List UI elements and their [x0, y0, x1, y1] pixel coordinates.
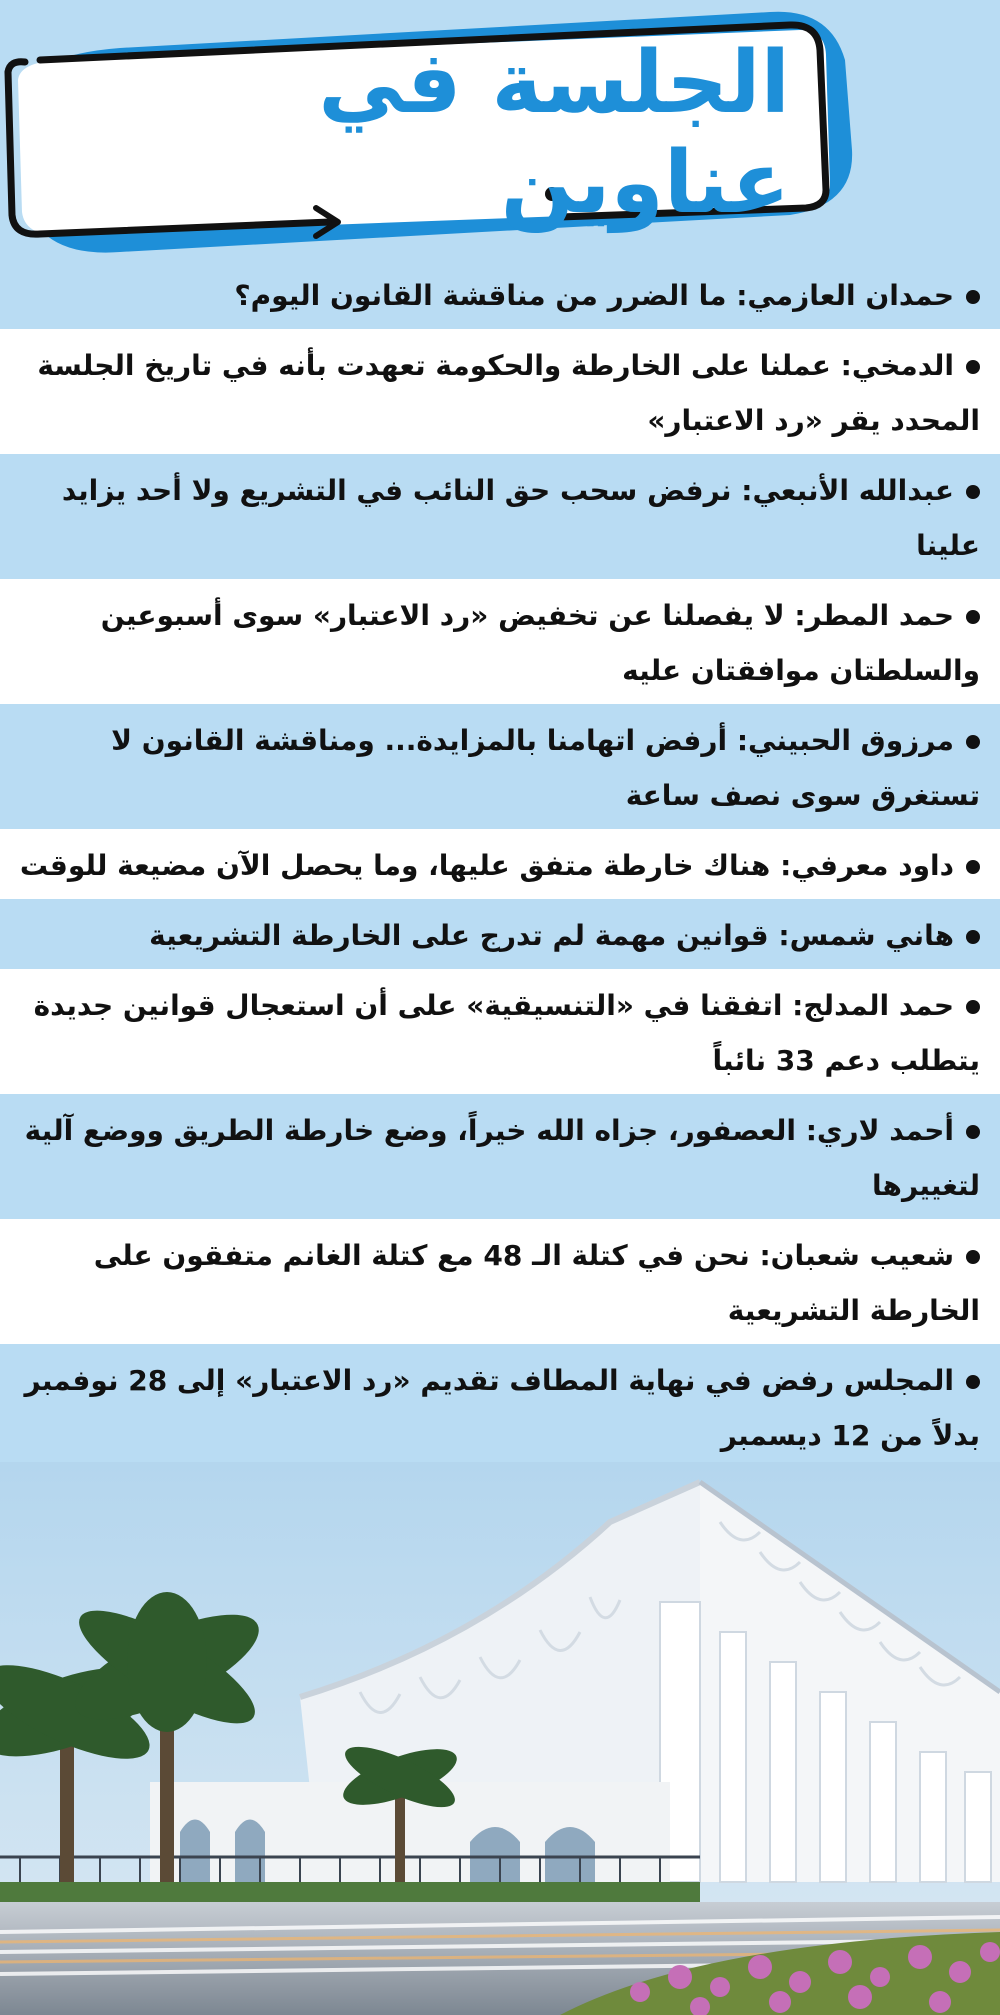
headline-item: [0, 707, 1000, 832]
headline-item: [0, 332, 1000, 457]
headline-item: [0, 1222, 1000, 1347]
bullet-icon: [966, 1125, 980, 1139]
headline-item: [0, 582, 1000, 707]
headline-text: المجلس رفض في نهاية المطاف تقديم «رد الاعتبار» إلى 28 نوفمبر بدلاً من 12 ديسمبر: [24, 1364, 980, 1452]
headline-text: هاني شمس: قوانين مهمة لم تدرج على الخارطة التشريعية: [149, 919, 954, 952]
bullet-icon: [966, 610, 980, 624]
bullet-icon: [966, 1000, 980, 1014]
title-banner: [0, 0, 1000, 265]
headline-text: حمد المدلج: اتفقنا في «التنسيقية» على أن استعجال قوانين جديدة يتطلب دعم 33 نائباً: [33, 989, 980, 1077]
bullet-icon: [966, 930, 980, 944]
headline-item: [0, 1347, 1000, 1472]
bullet-icon: [966, 485, 980, 499]
headline-text: داود معرفي: هناك خارطة متفق عليها، وما يحصل الآن مضيعة للوقت: [19, 849, 954, 882]
headline-item: [0, 262, 1000, 332]
headline-text: الدمخي: عملنا على الخارطة والحكومة تعهدت بأنه في تاريخ الجلسة المحدد يقر «رد الاعتبار»: [37, 349, 980, 437]
headline-text: شعيب شعبان: نحن في كتلة الـ 48 مع كتلة الغانم متفقون على الخارطة التشريعية: [93, 1239, 980, 1327]
bullet-icon: [966, 1375, 980, 1389]
headline-item: [0, 832, 1000, 902]
headline-item: [0, 457, 1000, 582]
bullet-icon: [966, 1250, 980, 1264]
bullet-icon: [966, 290, 980, 304]
bullet-icon: [966, 360, 980, 374]
headline-text: مرزوق الحبيني: أرفض اتهامنا بالمزايدة... ومناقشة القانون لا تستغرق سوى نصف ساعة: [111, 724, 980, 812]
headline-item: [0, 1097, 1000, 1222]
parliament-building-image: [0, 1462, 1000, 2015]
headline-item: [0, 972, 1000, 1097]
bullet-icon: [966, 860, 980, 874]
parliament-photo: [0, 1462, 1000, 2015]
headline-text: حمد المطر: لا يفصلنا عن تخفيض «رد الاعتبار» سوى أسبوعين والسلطتان موافقتان عليه: [100, 599, 980, 687]
page-title: الجلسة في عناوين: [318, 33, 790, 233]
headline-text: حمدان العازمي: ما الضرر من مناقشة القانون اليوم؟: [234, 279, 954, 312]
headline-text: عبدالله الأنبعي: نرفض سحب حق النائب في التشريع ولا أحد يزايد علينا: [61, 474, 980, 562]
headline-item: [0, 902, 1000, 972]
bullet-icon: [966, 735, 980, 749]
headline-text: أحمد لاري: العصفور، جزاه الله خيراً، وضع خارطة الطريق ووضع آلية لتغييرها: [24, 1114, 980, 1202]
